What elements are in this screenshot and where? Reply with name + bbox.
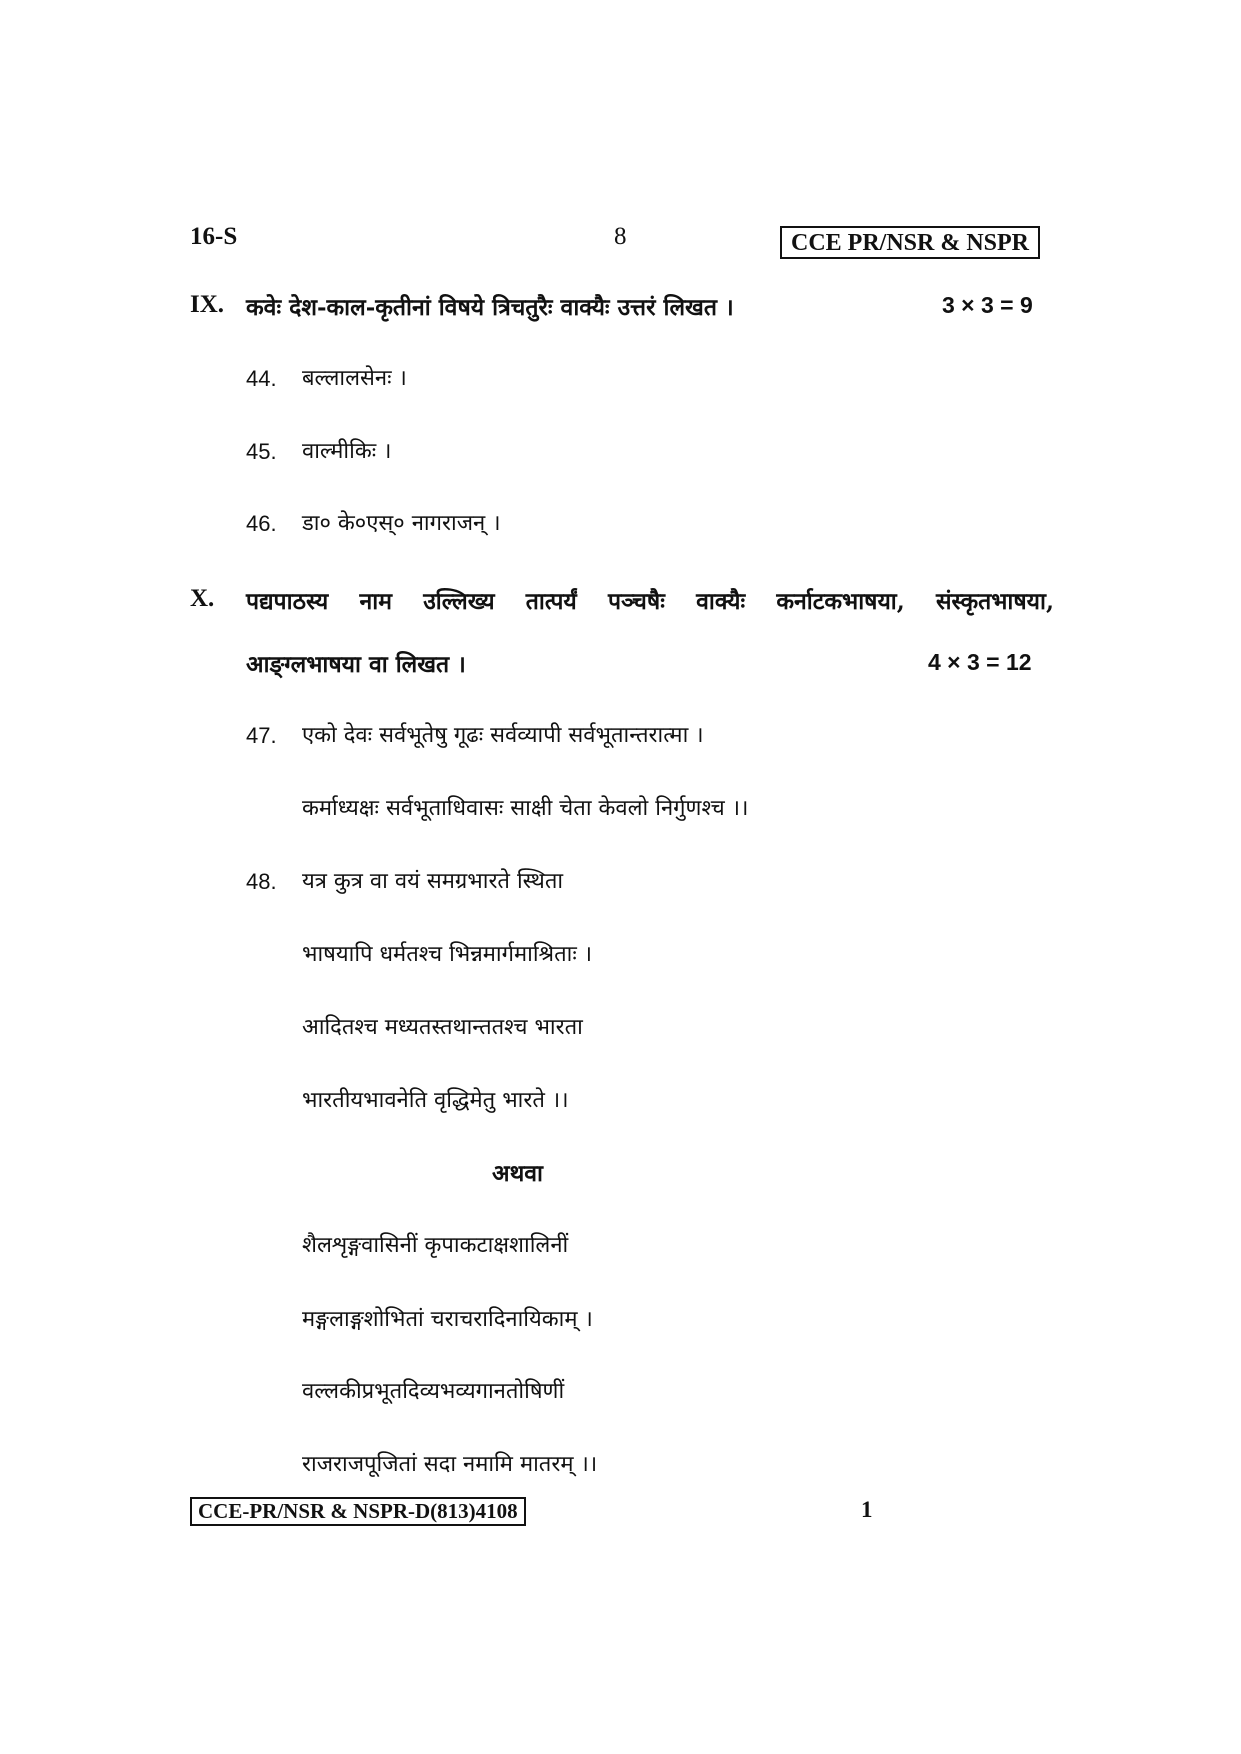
page-number: 8 (614, 223, 627, 250)
section-x-number: X. (190, 585, 215, 612)
section-ix-instruction: कवेः देश-काल-कृतीनां विषये त्रिचतुरैः वाक्यैः उत्तरं लिखत । (246, 294, 734, 321)
section-x-marks: 4 × 3 = 12 (928, 649, 1032, 675)
footer-page-number: 1 (861, 1497, 873, 1522)
alt-verse-line2: मङ्गलाङ्गशोभितां चराचरादिनायिकाम् । (302, 1307, 593, 1332)
footer-paper-code-box: CCE-PR/NSR & NSPR-D(813)4108 (190, 1497, 526, 1526)
section-ix-marks: 3 × 3 = 9 (942, 292, 1033, 318)
alt-verse-line1: शैलशृङ्गवासिनीं कृपाकटाक्षशालिनीं (302, 1233, 569, 1258)
alt-verse-line3: वल्लकीप्रभूतदिव्यभव्यगानतोषिणीं (302, 1379, 565, 1404)
question-46-text: डा० के०एस्० नागराजन् । (302, 511, 501, 536)
paper-code-box: CCE PR/NSR & NSPR (780, 226, 1040, 259)
question-45-text: वाल्मीकिः । (302, 439, 392, 464)
question-46-number: 46. (246, 511, 277, 536)
section-ix-number: IX. (190, 291, 225, 318)
athava-separator: अथवा (492, 1160, 544, 1187)
question-44-text: बल्लालसेनः । (302, 366, 407, 391)
question-48-line4: भारतीयभावनेति वृद्धिमेतु भारते ।। (302, 1088, 569, 1113)
question-48-line2: भाषयापि धर्मतश्च भिन्नमार्गमाश्रिताः । (302, 942, 593, 967)
question-48-line1: यत्र कुत्र वा वयं समग्रभारते स्थिता (302, 869, 564, 894)
question-48-line3: आदितश्च मध्यतस्तथान्ततश्च भारता (302, 1015, 583, 1040)
question-47-line1: एको देवः सर्वभूतेषु गूढः सर्वव्यापी सर्वभूतान्तरात्मा । (302, 723, 704, 748)
question-48-number: 48. (246, 869, 277, 894)
question-47-line2: कर्माध्यक्षः सर्वभूताधिवासः साक्षी चेता केवलो निर्गुणश्च ।। (302, 796, 749, 821)
section-x-instruction-line1: पद्यपाठस्य नाम उल्लिख्य तात्पर्यं पञ्चषैः वाक्यैः कर्नाटकभाषया, संस्कृतभाषया, (246, 588, 1054, 615)
question-44-number: 44. (246, 366, 277, 391)
section-x-instruction-line2: आङ्ग्लभाषया वा लिखत । (246, 651, 466, 678)
question-47-number: 47. (246, 723, 277, 748)
question-45-number: 45. (246, 439, 277, 464)
alt-verse-line4: राजराजपूजितां सदा नमामि मातरम् ।। (302, 1452, 598, 1477)
subject-code: 16-S (190, 223, 238, 250)
